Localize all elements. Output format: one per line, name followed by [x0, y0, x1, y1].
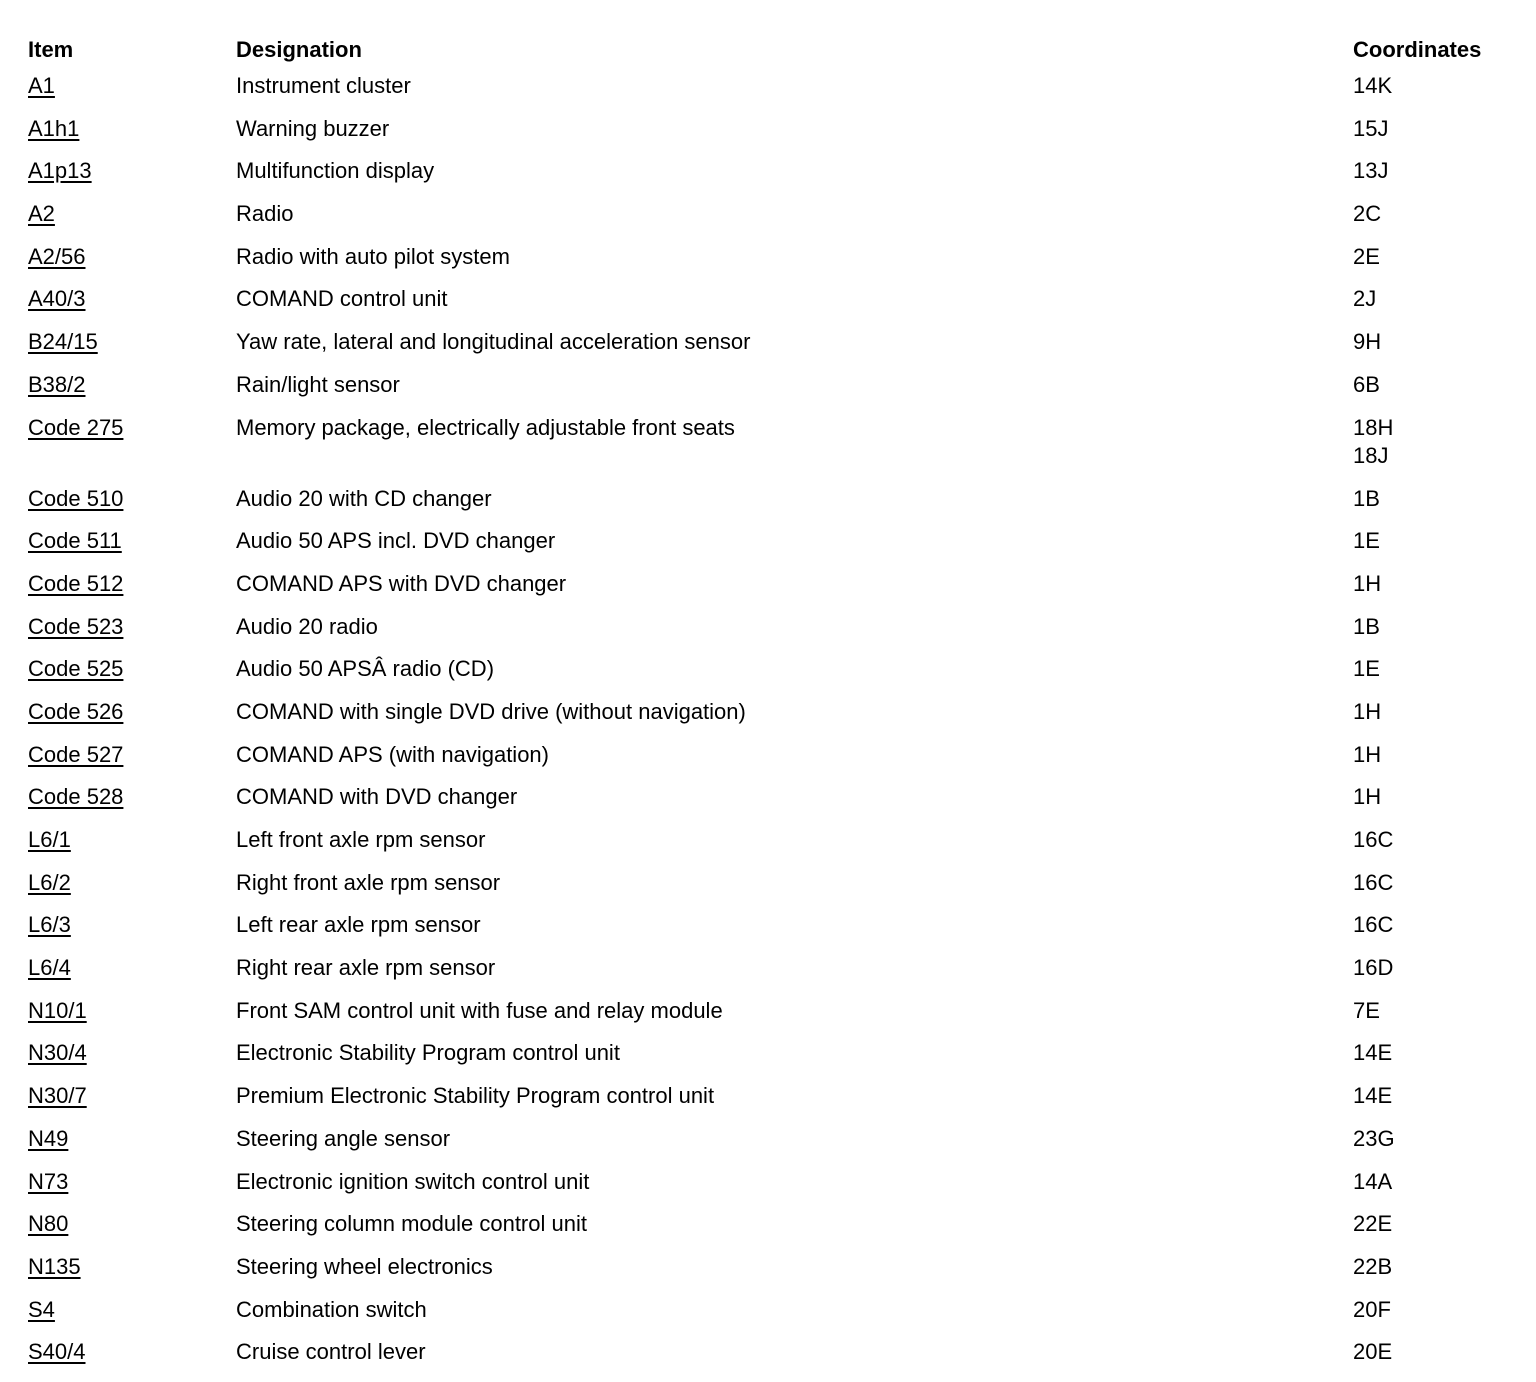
designation-cell: Warning buzzer — [236, 115, 390, 141]
item-link[interactable]: A1p13 — [28, 158, 92, 184]
coordinate-value: 1H — [1353, 784, 1382, 810]
designation-cell: Memory package, electrically adjustable front seats — [236, 414, 735, 440]
table-row — [28, 1035, 1518, 1078]
item-cell — [28, 993, 236, 1025]
coordinates-cell — [1353, 950, 1518, 982]
table-row — [28, 410, 1518, 481]
item-cell — [28, 68, 236, 100]
table-row — [28, 1164, 1518, 1207]
table-row — [28, 1292, 1518, 1335]
coordinate-value: 14E — [1353, 1083, 1393, 1109]
item-link[interactable]: S4 — [28, 1296, 55, 1322]
coordinates-cell — [1353, 822, 1518, 854]
coordinate-value: 15J — [1353, 115, 1389, 141]
item-cell — [28, 651, 236, 683]
designation-cell: Radio with auto pilot system — [236, 243, 510, 269]
item-cell — [28, 1292, 236, 1324]
coordinates-cell — [1353, 737, 1518, 769]
designation-cell: Steering column module control unit — [236, 1211, 587, 1237]
item-link[interactable]: A40/3 — [28, 286, 86, 312]
coordinates-cell — [1353, 281, 1518, 313]
coordinates-cell — [1353, 324, 1518, 356]
table-row — [28, 324, 1518, 367]
item-cell — [28, 153, 236, 185]
item-cell — [28, 281, 236, 313]
coordinate-value: 1H — [1353, 741, 1382, 767]
coordinates-cell — [1353, 865, 1518, 897]
coordinates-cell — [1353, 566, 1518, 598]
coordinate-value: 23G — [1353, 1125, 1395, 1151]
item-link[interactable]: Code 526 — [28, 698, 124, 724]
item-link[interactable]: Code 525 — [28, 656, 124, 682]
coordinate-value: 1E — [1353, 656, 1380, 682]
coordinates-cell — [1353, 367, 1518, 399]
coordinate-value: 1H — [1353, 698, 1382, 724]
table-row — [28, 68, 1518, 111]
designation-cell: Rain/light sensor — [236, 371, 400, 397]
designation-cell: Yaw rate, lateral and longitudinal acceleration sensor — [236, 329, 751, 355]
header-coordinates: Coordinates — [1353, 37, 1482, 62]
component-legend-table — [28, 28, 1518, 1377]
item-cell — [28, 1206, 236, 1238]
table-row — [28, 1334, 1518, 1377]
designation-cell: COMAND APS (with navigation) — [236, 741, 549, 767]
item-cell — [28, 907, 236, 939]
coordinate-value: 9H — [1353, 329, 1382, 355]
coordinate-value: 18J — [1353, 442, 1389, 468]
item-link[interactable]: B38/2 — [28, 371, 86, 397]
coordinate-value: 18H — [1353, 414, 1394, 440]
table-row — [28, 367, 1518, 410]
table-row — [28, 1121, 1518, 1164]
coordinate-value: 1B — [1353, 485, 1380, 511]
coordinate-value: 16C — [1353, 827, 1394, 852]
designation-cell: Premium Electronic Stability Program control unit — [236, 1083, 715, 1109]
item-cell — [28, 239, 236, 271]
designation-cell: Multifunction display — [236, 158, 435, 184]
designation-cell: Audio 50 APSÂ radio (CD) — [236, 656, 495, 682]
coordinate-value: 22E — [1353, 1211, 1393, 1237]
table-row — [28, 1206, 1518, 1249]
item-link[interactable]: L6/4 — [28, 955, 71, 981]
table-row — [28, 153, 1518, 196]
designation-cell: Audio 20 with CD changer — [236, 485, 492, 511]
item-link[interactable]: Code 512 — [28, 570, 124, 596]
designation-cell: Steering wheel electronics — [236, 1253, 493, 1279]
item-cell — [28, 324, 236, 356]
coordinates-cell — [1353, 1292, 1518, 1324]
table-row — [28, 111, 1518, 154]
coordinates-cell — [1353, 111, 1518, 143]
coordinates-cell — [1353, 68, 1518, 100]
item-link[interactable]: L6/1 — [28, 827, 71, 852]
coordinates-cell — [1353, 239, 1518, 271]
designation-cell: COMAND with single DVD drive (without navigation) — [236, 698, 746, 724]
item-link[interactable]: N49 — [28, 1125, 69, 1151]
coordinate-value: 20E — [1353, 1339, 1393, 1365]
coordinate-value: 2J — [1353, 286, 1377, 312]
header-designation: Designation — [236, 37, 362, 62]
coordinates-cell — [1353, 153, 1518, 185]
table-row — [28, 779, 1518, 822]
item-link[interactable]: Code 527 — [28, 741, 124, 767]
designation-cell: Audio 20 radio — [236, 613, 378, 639]
table-row — [28, 196, 1518, 239]
item-link[interactable]: N135 — [28, 1253, 81, 1279]
table-row — [28, 1078, 1518, 1121]
coordinates-cell — [1353, 196, 1518, 228]
item-link[interactable]: A2/56 — [28, 243, 86, 269]
table-body — [28, 68, 1518, 1377]
item-link[interactable]: Code 523 — [28, 613, 124, 639]
item-cell — [28, 737, 236, 769]
item-link[interactable]: S40/4 — [28, 1339, 86, 1365]
table-row — [28, 737, 1518, 780]
designation-cell: Combination switch — [236, 1296, 427, 1322]
item-cell — [28, 367, 236, 399]
item-cell — [28, 950, 236, 982]
coordinates-cell — [1353, 523, 1518, 555]
coordinate-value: 20F — [1353, 1296, 1391, 1322]
coordinate-value: 16C — [1353, 869, 1394, 895]
item-cell — [28, 1334, 236, 1366]
designation-cell: Electronic Stability Program control unit — [236, 1040, 620, 1066]
item-link[interactable]: N10/1 — [28, 997, 87, 1023]
item-link[interactable]: L6/3 — [28, 912, 71, 938]
item-link[interactable]: Code 510 — [28, 485, 124, 511]
item-link[interactable]: A1 — [28, 73, 55, 98]
item-link[interactable]: N30/4 — [28, 1040, 87, 1066]
item-cell — [28, 779, 236, 811]
coordinate-value: 14A — [1353, 1168, 1393, 1194]
table-row — [28, 281, 1518, 324]
designation-cell: COMAND APS with DVD changer — [236, 570, 567, 596]
item-link[interactable]: Code 511 — [28, 528, 122, 554]
coordinates-cell — [1353, 779, 1518, 811]
coordinates-cell — [1353, 907, 1518, 939]
item-cell — [28, 1078, 236, 1110]
coordinate-value: 1H — [1353, 570, 1382, 596]
item-cell — [28, 481, 236, 513]
coordinate-value: 14K — [1353, 73, 1393, 98]
coordinates-cell — [1353, 993, 1518, 1025]
item-link[interactable]: N80 — [28, 1211, 69, 1237]
coordinate-value: 22B — [1353, 1253, 1393, 1279]
table-row — [28, 993, 1518, 1036]
table-row — [28, 907, 1518, 950]
item-link[interactable]: N73 — [28, 1168, 69, 1194]
item-cell — [28, 410, 236, 442]
coordinate-value: 2E — [1353, 243, 1380, 269]
coordinate-value: 6B — [1353, 371, 1380, 397]
coordinates-cell — [1353, 1078, 1518, 1110]
designation-cell: COMAND with DVD changer — [236, 784, 518, 810]
coordinates-cell — [1353, 1121, 1518, 1153]
item-cell — [28, 111, 236, 143]
item-link[interactable]: A2 — [28, 201, 55, 227]
designation-cell: Steering angle sensor — [236, 1125, 451, 1151]
table-row — [28, 1249, 1518, 1292]
item-link[interactable]: L6/2 — [28, 869, 71, 895]
coordinate-value: 7E — [1353, 997, 1380, 1023]
designation-cell: Instrument cluster — [236, 73, 411, 98]
coordinate-value: 1E — [1353, 528, 1380, 554]
item-link[interactable]: Code 275 — [28, 414, 124, 440]
coordinates-cell — [1353, 609, 1518, 641]
item-cell — [28, 523, 236, 555]
header-item: Item — [28, 37, 74, 62]
item-link[interactable]: B24/15 — [28, 329, 98, 355]
table-row — [28, 481, 1518, 524]
table-row — [28, 651, 1518, 694]
coordinates-cell — [1353, 1206, 1518, 1238]
item-cell — [28, 822, 236, 854]
table-row — [28, 609, 1518, 652]
coordinates-cell — [1353, 1164, 1518, 1196]
item-link[interactable]: A1h1 — [28, 115, 80, 141]
item-cell — [28, 196, 236, 228]
coordinate-value: 16D — [1353, 955, 1394, 981]
item-cell — [28, 1164, 236, 1196]
item-link[interactable]: Code 528 — [28, 784, 124, 810]
coordinates-cell — [1353, 1035, 1518, 1067]
designation-cell: Left front axle rpm sensor — [236, 827, 486, 852]
coordinates-cell — [1353, 1334, 1518, 1366]
coordinate-value: 13J — [1353, 158, 1389, 184]
table-row — [28, 239, 1518, 282]
table-row — [28, 566, 1518, 609]
coordinate-value: 16C — [1353, 912, 1394, 938]
table-row — [28, 694, 1518, 737]
table-row — [28, 865, 1518, 908]
designation-cell: Cruise control lever — [236, 1339, 426, 1365]
table-header-row — [28, 28, 1518, 68]
table-row — [28, 523, 1518, 566]
table-row — [28, 822, 1518, 865]
coordinates-cell — [1353, 694, 1518, 726]
coordinates-cell — [1353, 651, 1518, 683]
designation-cell: Radio — [236, 201, 294, 227]
designation-cell: Left rear axle rpm sensor — [236, 912, 481, 938]
item-link[interactable]: N30/7 — [28, 1083, 87, 1109]
coordinates-cell — [1353, 481, 1518, 513]
item-cell — [28, 694, 236, 726]
coordinates-cell — [1353, 410, 1518, 470]
item-cell — [28, 1121, 236, 1153]
item-cell — [28, 1249, 236, 1281]
coordinate-value: 14E — [1353, 1040, 1393, 1066]
designation-cell: Right rear axle rpm sensor — [236, 955, 496, 981]
item-cell — [28, 566, 236, 598]
designation-cell: Electronic ignition switch control unit — [236, 1168, 590, 1194]
designation-cell: Audio 50 APS incl. DVD changer — [236, 528, 556, 554]
coordinates-cell — [1353, 1249, 1518, 1281]
item-cell — [28, 865, 236, 897]
coordinate-value: 1B — [1353, 613, 1380, 639]
designation-cell: COMAND control unit — [236, 286, 448, 312]
item-cell — [28, 609, 236, 641]
designation-cell: Right front axle rpm sensor — [236, 869, 501, 895]
coordinate-value: 2C — [1353, 201, 1382, 227]
table-row — [28, 950, 1518, 993]
item-cell — [28, 1035, 236, 1067]
designation-cell: Front SAM control unit with fuse and relay module — [236, 997, 723, 1023]
